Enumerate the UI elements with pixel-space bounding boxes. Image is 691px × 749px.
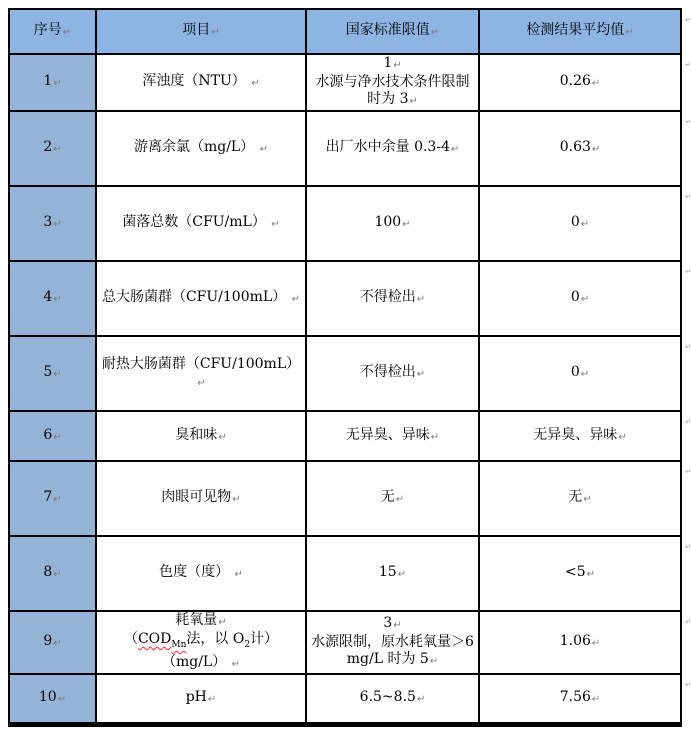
cell-item[interactable] <box>96 611 306 674</box>
cell-result[interactable] <box>479 261 691 336</box>
paragraph-mark: ↵ <box>393 60 402 71</box>
paragraph-mark: ↵ <box>416 294 426 305</box>
paragraph-mark: ↵ <box>218 617 227 628</box>
paragraph-mark: ↵ <box>591 78 601 89</box>
table-row <box>9 111 681 186</box>
cell-text: 出厂水中余量 0.3-4 <box>325 139 450 155</box>
cell-line <box>12 689 93 708</box>
cell-text: 无异臭、异味 <box>533 426 618 443</box>
column-header-label: 序号 <box>33 22 62 38</box>
cell-result[interactable] <box>479 674 691 724</box>
paragraph-mark: ↵ <box>291 294 301 305</box>
cell-line <box>12 214 93 233</box>
paragraph-mark: ↵ <box>53 144 62 155</box>
paragraph-mark: ↵ <box>397 569 407 580</box>
cell-no[interactable] <box>9 674 96 724</box>
cell-text: 色度（度） <box>159 564 234 580</box>
row-end-mark: ↵ <box>685 343 691 351</box>
table-row <box>9 336 681 411</box>
cell-text: 水源与净水技术条件限制 <box>315 74 470 90</box>
paragraph-mark: ↵ <box>429 656 439 667</box>
paragraph-mark: ↵ <box>259 144 269 155</box>
paragraph-mark: ↵ <box>580 369 590 380</box>
column-header-result[interactable] <box>479 9 691 54</box>
cell-text: 水源限制，原水耗氧量＞6 <box>311 634 474 650</box>
table-body <box>9 54 691 724</box>
cell-line <box>12 564 93 583</box>
table-row <box>9 461 681 536</box>
cell-text: 7.56 <box>559 688 591 705</box>
cell-text: COD <box>137 631 172 647</box>
cell-text: 1 <box>43 73 53 89</box>
cell-item[interactable] <box>96 111 306 186</box>
cell-line <box>99 612 303 631</box>
cell-line <box>99 689 303 708</box>
cell-line <box>99 214 303 233</box>
cell-line <box>309 689 476 708</box>
cell-text: <5 <box>564 564 586 580</box>
cell-result[interactable] <box>479 111 691 186</box>
table-row <box>9 411 681 461</box>
cell-limit[interactable] <box>306 186 479 261</box>
cell-line <box>12 489 93 508</box>
cell-no[interactable] <box>9 54 96 111</box>
cell-line <box>12 289 93 308</box>
cell-line <box>12 427 93 446</box>
paragraph-mark: ↵ <box>53 369 62 380</box>
table-row <box>9 261 681 336</box>
cell-text: 0 <box>570 364 580 380</box>
paragraph-mark: ↵ <box>583 494 592 505</box>
cell-text: 计）（mg/L） <box>161 631 279 670</box>
column-header-item[interactable] <box>96 9 306 54</box>
cell-text: 0.26 <box>559 73 591 89</box>
cell-limit[interactable] <box>306 536 479 611</box>
paragraph-mark: ↵ <box>618 431 627 443</box>
cell-item[interactable] <box>96 674 306 724</box>
cell-no[interactable] <box>9 336 96 411</box>
cell-line <box>482 427 678 446</box>
cell-text: 无 <box>380 489 395 505</box>
cell-text: 7 <box>43 489 53 505</box>
cell-limit[interactable] <box>306 336 479 411</box>
cell-text: 游离余氯（mg/L） <box>133 139 259 155</box>
paragraph-mark: ↵ <box>234 569 243 580</box>
cell-text: pH <box>185 688 207 705</box>
cell-item[interactable] <box>96 261 306 336</box>
cell-line <box>482 689 678 708</box>
cell-line <box>309 564 476 583</box>
paragraph-mark: ↵ <box>586 569 596 580</box>
cell-line <box>482 214 678 233</box>
cell-no[interactable] <box>9 411 96 461</box>
paragraph-mark: ↵ <box>591 638 601 649</box>
cell-line <box>309 427 476 446</box>
cell-line <box>482 139 678 158</box>
row-end-mark: ↵ <box>685 118 691 126</box>
paragraph-mark: ↵ <box>251 78 260 89</box>
paragraph-mark: ↵ <box>53 494 62 505</box>
cell-line <box>482 564 678 583</box>
cell-text: 6.5~8.5 <box>359 688 416 705</box>
cell-text: 1.06 <box>559 633 591 649</box>
column-header-label: 检测结果平均值 <box>526 22 625 38</box>
cell-text: 时为 3 <box>367 91 409 107</box>
table-row <box>9 186 681 261</box>
cell-line <box>309 139 476 158</box>
cell-limit[interactable] <box>306 54 479 111</box>
cell-text: 10 <box>38 688 57 705</box>
cell-text: mg/L 时为 5 <box>346 651 429 667</box>
paragraph-mark: ↵ <box>53 294 62 305</box>
cell-line <box>309 651 476 670</box>
paragraph-mark: ↵ <box>197 377 206 389</box>
cell-result[interactable] <box>479 461 691 536</box>
water-quality-table <box>8 8 691 727</box>
row-end-mark: ↵ <box>685 543 691 551</box>
paragraph-mark: ↵ <box>591 144 601 155</box>
cell-item[interactable] <box>96 461 306 536</box>
column-header-label: 国家标准限值 <box>345 22 430 38</box>
cell-text: 3 <box>43 214 53 230</box>
cell-line <box>309 615 476 634</box>
table-row <box>9 536 681 611</box>
cell-limit[interactable] <box>306 111 479 186</box>
cell-result[interactable] <box>479 336 691 411</box>
paragraph-mark: ↵ <box>231 659 241 670</box>
table-row <box>9 611 681 674</box>
row-end-mark: ↵ <box>685 16 691 24</box>
paragraph-mark: ↵ <box>53 638 62 649</box>
cell-line <box>99 73 303 92</box>
row-end-mark: ↵ <box>685 193 691 201</box>
cell-text: 0.63 <box>559 139 591 155</box>
cell-no[interactable] <box>9 536 96 611</box>
table-row <box>9 54 681 111</box>
cell-result[interactable] <box>479 186 691 261</box>
cell-item[interactable] <box>96 536 306 611</box>
cell-text: 8 <box>43 564 53 580</box>
cell-no[interactable] <box>9 261 96 336</box>
cell-line <box>309 91 476 110</box>
cell-line <box>99 427 303 446</box>
cell-text: 100 <box>374 214 402 230</box>
column-header-label: 项目 <box>182 22 211 38</box>
cell-item[interactable] <box>96 336 306 411</box>
cell-text: 菌落总数（CFU/mL） <box>122 214 271 230</box>
cell-text: 0 <box>570 289 580 305</box>
cell-limit[interactable] <box>306 674 479 724</box>
cell-line <box>309 55 476 74</box>
cell-line <box>309 214 476 233</box>
cell-result[interactable] <box>479 611 691 674</box>
cell-text: 浑浊度（NTU） <box>142 73 251 89</box>
table-row <box>9 674 681 724</box>
cell-text: 3 <box>383 615 393 631</box>
cell-limit[interactable] <box>306 261 479 336</box>
cell-limit[interactable] <box>306 461 479 536</box>
cell-text: 2 <box>43 139 53 155</box>
column-header-limit[interactable] <box>306 9 479 54</box>
paragraph-mark: ↵ <box>53 78 62 89</box>
cell-line <box>309 74 476 91</box>
cell-text: 不得检出 <box>359 364 416 380</box>
row-end-mark: ↵ <box>685 681 691 689</box>
cell-line <box>99 356 303 392</box>
cell-item[interactable] <box>96 411 306 461</box>
paragraph-mark: ↵ <box>580 219 590 230</box>
cell-text: Mn <box>171 640 187 650</box>
cell-line <box>12 139 93 158</box>
paragraph-mark: ↵ <box>57 693 67 705</box>
cell-line <box>482 489 678 508</box>
cell-line <box>99 289 303 308</box>
row-end-mark: ↵ <box>685 61 691 69</box>
cell-line <box>309 634 476 651</box>
paragraph-mark: ↵ <box>402 219 411 230</box>
cell-text: 6 <box>43 426 53 443</box>
cell-line <box>99 631 303 673</box>
cell-text: 耐热大肠菌群（CFU/100mL） <box>101 355 301 372</box>
cell-text: 肉眼可见物 <box>161 489 232 505</box>
row-end-mark: ↵ <box>685 618 691 626</box>
paragraph-mark: ↵ <box>625 27 634 38</box>
paragraph-mark: ↵ <box>591 693 601 705</box>
cell-text: 15 <box>378 564 397 580</box>
cell-text: 耗氧量 <box>175 612 218 628</box>
cell-line <box>309 364 476 383</box>
cell-result[interactable] <box>479 411 691 461</box>
cell-text: 0 <box>570 214 580 230</box>
header-row <box>9 9 681 54</box>
paragraph-mark: ↵ <box>271 219 280 230</box>
cell-text: 臭和味 <box>175 426 218 443</box>
cell-text: 1 <box>383 55 393 71</box>
cell-line <box>12 73 93 92</box>
cell-result[interactable] <box>479 54 691 111</box>
cell-line <box>482 73 678 92</box>
paragraph-mark: ↵ <box>580 294 590 305</box>
cell-limit[interactable] <box>306 611 479 674</box>
cell-text: 不得检出 <box>359 289 416 305</box>
cell-line <box>482 633 678 652</box>
paragraph-mark: ↵ <box>416 369 426 380</box>
cell-text: 2 <box>244 640 251 650</box>
cell-text: 法，以 O <box>186 631 245 647</box>
paragraph-mark: ↵ <box>211 27 220 38</box>
paragraph-mark: ↵ <box>450 144 460 155</box>
cell-no[interactable] <box>9 461 96 536</box>
cell-text: 无异臭、异味 <box>345 426 430 443</box>
paragraph-mark: ↵ <box>393 620 402 631</box>
cell-text: 无 <box>568 489 583 505</box>
row-end-mark: ↵ <box>685 418 691 426</box>
paragraph-mark: ↵ <box>53 219 62 230</box>
cell-line <box>309 489 476 508</box>
cell-line <box>99 489 303 508</box>
paragraph-mark: ↵ <box>53 569 62 580</box>
cell-text: 4 <box>43 289 53 305</box>
cell-no[interactable] <box>9 111 96 186</box>
paragraph-mark: ↵ <box>232 494 241 505</box>
cell-line <box>99 564 303 583</box>
row-end-mark: ↵ <box>685 268 691 276</box>
cell-line <box>482 364 678 383</box>
cell-line <box>99 139 303 158</box>
paragraph-mark: ↵ <box>430 431 440 443</box>
cell-text: 5 <box>43 364 53 380</box>
cell-text: 总大肠菌群（CFU/100mL） <box>101 289 291 305</box>
cell-text: （ <box>123 631 138 647</box>
paragraph-mark: ↵ <box>218 431 227 443</box>
paragraph-mark: ↵ <box>207 693 217 705</box>
paragraph-mark: ↵ <box>409 96 418 107</box>
paragraph-mark: ↵ <box>62 27 72 38</box>
cell-no[interactable] <box>9 611 96 674</box>
cell-line <box>12 364 93 383</box>
paragraph-mark: ↵ <box>430 27 440 38</box>
column-header-no[interactable] <box>9 9 96 54</box>
cell-item[interactable] <box>96 54 306 111</box>
cell-item[interactable] <box>96 186 306 261</box>
cell-line <box>12 633 93 652</box>
cell-line <box>482 289 678 308</box>
cell-limit[interactable] <box>306 411 479 461</box>
row-end-mark: ↵ <box>685 468 691 476</box>
paragraph-mark: ↵ <box>395 494 405 505</box>
paragraph-mark: ↵ <box>53 431 62 443</box>
paragraph-mark: ↵ <box>416 693 426 705</box>
cell-no[interactable] <box>9 186 96 261</box>
cell-line <box>309 289 476 308</box>
cell-text: 9 <box>43 633 53 649</box>
cell-result[interactable] <box>479 536 691 611</box>
